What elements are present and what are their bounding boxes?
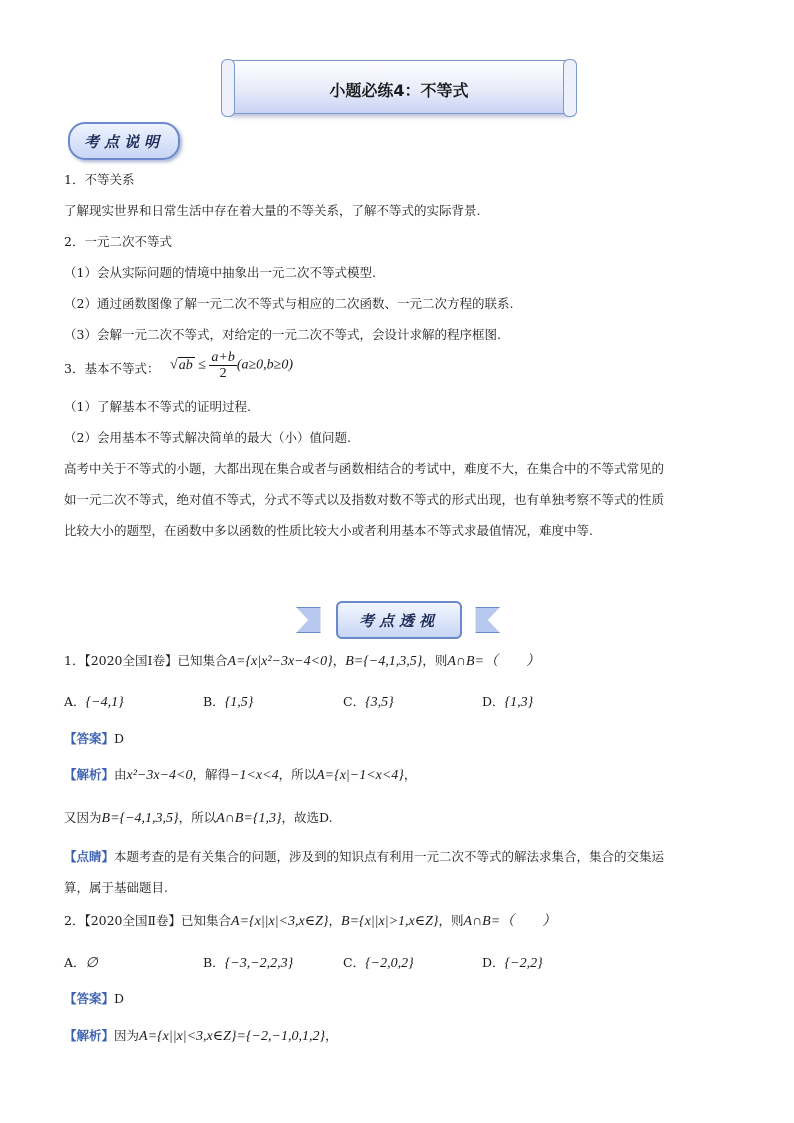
q1-option-c[interactable]: [343, 694, 394, 711]
q1-analysis-2c: ，所以: [178, 810, 217, 825]
q1-option-b[interactable]: [203, 694, 253, 711]
formula-numerator: a+b: [211, 350, 235, 365]
q1-ask: A∩B=（ ）: [447, 654, 541, 669]
q2-analysis-1c: ，: [325, 1028, 338, 1043]
q2-sep: ，: [328, 913, 342, 928]
q1-comment-line2: 算，属于基础题目.: [64, 880, 168, 895]
q1-option-c-label: C．: [343, 694, 366, 709]
item2-sub3: （3）会解一元二次不等式，对给定的一元二次不等式，会设计求解的程序框图.: [64, 327, 501, 342]
q2-answer-value: D: [114, 991, 125, 1006]
q2-option-b-label: B．: [203, 955, 225, 970]
q1-analysis-1a: 由: [114, 767, 127, 782]
q2-answer-tag: 【答案】: [64, 991, 115, 1006]
q1-comment-tag: 【点睛】: [64, 849, 115, 864]
q2-analysis-line1: [64, 1028, 338, 1045]
q1-analysis-1f: A={x|−1<x<4}: [316, 768, 404, 783]
q2-option-d-value: {−2,2}: [504, 956, 543, 971]
q1-stem-prefix: 1．【2020全国Ⅰ卷】已知集合: [64, 653, 228, 668]
q2-option-c[interactable]: [343, 955, 414, 972]
section-badge-insight-label: 考点透视: [358, 612, 439, 630]
q1-analysis-2d: A∩B={1,3}: [216, 811, 282, 826]
q1-set-b: B={−4,1,3,5}: [345, 654, 423, 669]
q1-option-c-value: {3,5}: [365, 695, 394, 710]
q2-set-a: A={x||x|<3,x∈Z}: [231, 914, 329, 929]
item1-body: 了解现实世界和日常生活中存在着大量的不等关系，了解不等式的实际背景.: [64, 203, 481, 218]
formula-le: ≤: [198, 357, 206, 373]
item2-sub2: （2）通过函数图像了解一元二次不等式与相应的二次函数、一元二次方程的联系.: [64, 296, 514, 311]
formula-condition: (a≥0,b≥0): [236, 357, 294, 373]
item3-sub1: （1）了解基本不等式的证明过程.: [64, 399, 251, 414]
q1-analysis-1b: x²−3x−4<0: [126, 768, 193, 783]
q1-stem: [64, 653, 540, 670]
q1-stem-suffix: ，则: [422, 653, 448, 668]
item1-heading: 1．不等关系: [64, 172, 135, 187]
q2-option-a-value: ∅: [85, 956, 98, 971]
q1-option-d[interactable]: [482, 694, 533, 711]
q1-analysis-1d: −1<x<4: [230, 768, 279, 783]
q2-stem-prefix: 2．【2020全国Ⅱ卷】已知集合: [64, 913, 232, 928]
ribbon-center: [336, 601, 462, 639]
formula-denominator: 2: [219, 366, 227, 381]
q2-set-b: B={x||x|>1,x∈Z}: [341, 914, 439, 929]
q2-option-c-label: C．: [343, 955, 366, 970]
basic-inequality-formula: √ab ≤ $\frac{a+b}{2}$ (a≥0,b≥0): [170, 350, 294, 381]
q1-option-a-label: A．: [64, 694, 86, 709]
q1-option-a[interactable]: [64, 694, 124, 711]
title-banner: [226, 60, 572, 114]
q1-comment-1: 本题考查的是有关集合的问题，涉及到的知识点有利用一元二次不等式的解法求集合，集合的交集运: [114, 849, 665, 864]
q2-stem: [64, 913, 556, 930]
q1-answer: [64, 731, 124, 747]
q2-option-a-label: A．: [64, 955, 86, 970]
q1-answer-value: D: [114, 731, 125, 746]
q1-analysis-2e: ，故选D.: [281, 810, 333, 825]
page-title: 小题必练4：不等式: [329, 81, 469, 100]
q2-option-d-label: D．: [482, 955, 505, 970]
q2-option-d[interactable]: [482, 955, 543, 972]
q1-option-b-label: B．: [203, 694, 225, 709]
section-badge-explain: [68, 122, 180, 160]
q1-set-a: A={x|x²−3x−4<0}: [227, 654, 333, 669]
q1-analysis-2a: 又因为: [64, 810, 102, 825]
q2-analysis-1a: 因为: [114, 1028, 140, 1043]
q1-comment-line1: [64, 849, 664, 865]
item2-heading: 2．一元二次不等式: [64, 234, 172, 249]
q2-analysis-1b: A={x||x|<3,x∈Z}={−2,−1,0,1,2}: [139, 1029, 326, 1044]
q1-option-b-value: {1,5}: [224, 695, 254, 710]
summary-line-1: 高考中关于不等式的小题，大都出现在集合或者与函数相结合的考试中，难度不大，在集合中的不等式常见的: [64, 461, 665, 476]
q2-option-a[interactable]: [64, 955, 98, 972]
item2-sub1: （1）会从实际问题的情境中抽象出一元二次不等式模型.: [64, 265, 376, 280]
item3-sub2: （2）会用基本不等式解决简单的最大（小）值问题.: [64, 430, 351, 445]
q1-analysis-line1: [64, 767, 416, 784]
q2-option-c-value: {−2,0,2}: [365, 956, 414, 971]
q2-answer: [64, 991, 124, 1007]
formula-fraction: [209, 350, 236, 381]
section-badge-insight: [296, 601, 498, 637]
q1-answer-tag: 【答案】: [64, 731, 115, 746]
q2-option-b-value: {−3,−2,2,3}: [224, 956, 294, 971]
q1-option-a-value: {−4,1}: [85, 695, 124, 710]
q1-option-d-value: {1,3}: [504, 695, 534, 710]
summary-line-2: 如一元二次不等式，绝对值不等式，分式不等式以及指数对数不等式的形式出现，也有单独考察不等式的性质: [64, 492, 665, 507]
summary-line-3: 比较大小的题型，在函数中多以函数的性质比较大小或者利用基本不等式求最值情况，难度中等.: [64, 523, 593, 538]
q1-analysis-line2: [64, 810, 333, 827]
item3-heading: 3．基本不等式：: [64, 361, 160, 376]
formula-sqrt: ab: [178, 357, 193, 373]
q1-analysis-1c: ，解得: [192, 767, 231, 782]
q1-analysis-1g: ，: [403, 767, 417, 782]
q2-stem-suffix: ，则: [438, 913, 464, 928]
q1-analysis-tag: 【解析】: [64, 767, 115, 782]
q2-option-b[interactable]: [203, 955, 293, 972]
q1-option-d-label: D．: [482, 694, 505, 709]
section-badge-explain-label: 考点说明: [83, 133, 164, 151]
q1-analysis-2b: B={−4,1,3,5}: [101, 811, 179, 826]
q2-analysis-tag: 【解析】: [64, 1028, 115, 1043]
q1-analysis-1e: ，所以: [278, 767, 317, 782]
q2-ask: A∩B=（ ）: [463, 914, 557, 929]
q1-sep: ，: [332, 653, 346, 668]
